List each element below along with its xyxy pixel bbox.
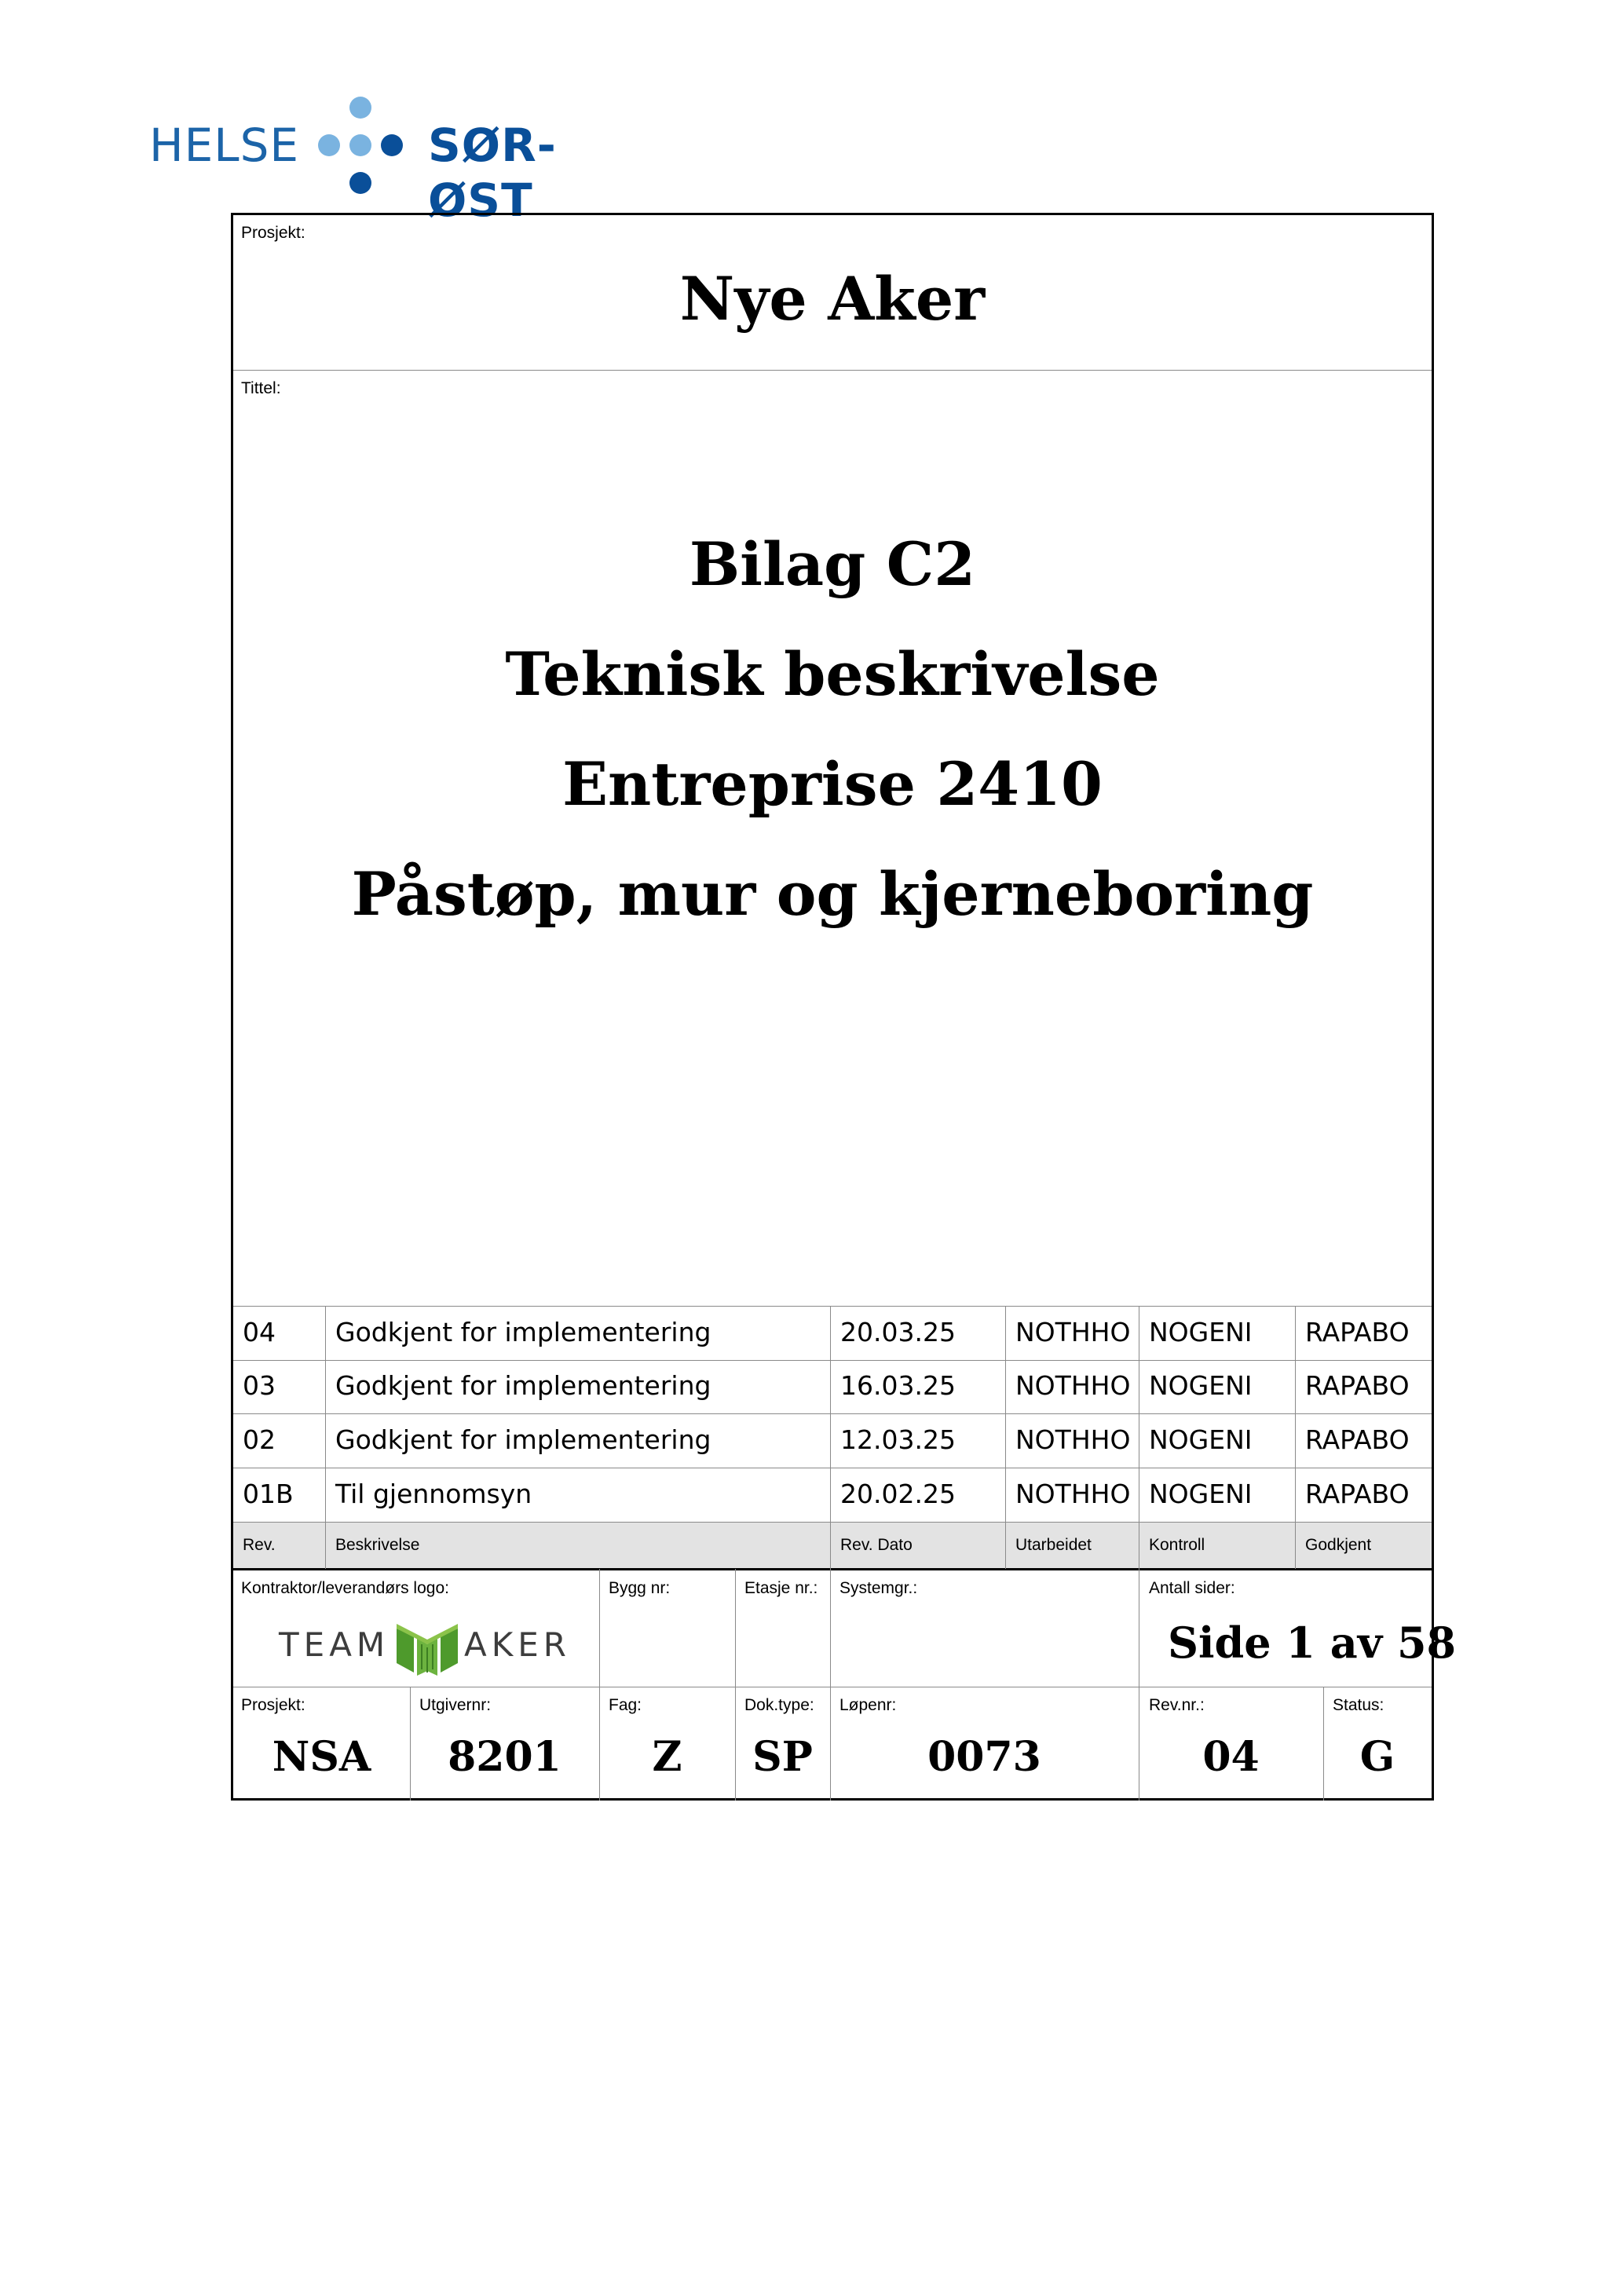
title-label: Tittel:: [241, 379, 281, 397]
logo-dot-bottom: [349, 172, 371, 194]
rev-no-value: 04: [1202, 1733, 1260, 1781]
rev-header-checked: Kontroll: [1149, 1536, 1205, 1554]
rev-cell-approved: RAPABO: [1305, 1424, 1410, 1455]
rev-cell-checked: NOGENI: [1149, 1424, 1253, 1455]
status-label: Status:: [1333, 1696, 1384, 1714]
rev-col-line-2: [830, 1306, 831, 1569]
discipline-label: Fag:: [609, 1696, 642, 1714]
logo-dot-right: [381, 134, 403, 156]
rev-cell-date: 16.03.25: [840, 1370, 956, 1401]
title-line-1: Bilag C2: [689, 529, 976, 599]
rev-table-bottom: [233, 1568, 1432, 1570]
rev-cell-description: Godkjent for implementering: [335, 1370, 711, 1401]
contractor-logo-label: Kontraktor/leverandørs logo:: [241, 1579, 449, 1597]
page-count-label: Antall sider:: [1149, 1579, 1235, 1597]
doc-type-label: Dok.type:: [744, 1696, 814, 1714]
project-label: Prosjekt:: [241, 224, 305, 242]
logo-dot-left: [318, 134, 340, 156]
rev-cell-description: Godkjent for implementering: [335, 1424, 711, 1455]
project-code-label: Prosjekt:: [241, 1696, 305, 1714]
logo-word-sor-ost: SØR-ØST: [428, 119, 557, 227]
rev-cell-rev: 01B: [243, 1479, 294, 1509]
rev-col-line-3: [1005, 1306, 1006, 1569]
rev-no-label: Rev.nr.:: [1149, 1696, 1205, 1714]
discipline-value: Z: [652, 1733, 682, 1781]
rev-cell-date: 20.03.25: [840, 1317, 956, 1347]
team-aker-word-team: TEAM: [279, 1625, 390, 1664]
rev-header-description: Beskrivelse: [335, 1536, 420, 1554]
divider-project: [233, 370, 1432, 371]
rev-col-line-1: [325, 1306, 326, 1569]
rev-cell-date: 12.03.25: [840, 1424, 956, 1455]
helse-sor-ost-logo: [149, 93, 652, 227]
rev-cell-rev: 04: [243, 1317, 276, 1347]
issuer-no-value: 8201: [448, 1733, 561, 1781]
system-group-label: Systemgr.:: [839, 1579, 918, 1597]
rev-row-line-1: [233, 1360, 1432, 1361]
building-no-label: Bygg nr:: [609, 1579, 671, 1597]
rev-cell-approved: RAPABO: [1305, 1479, 1410, 1509]
team-aker-logo: [279, 1611, 577, 1682]
rev-cell-description: Godkjent for implementering: [335, 1317, 711, 1347]
issuer-no-label: Utgivernr:: [419, 1696, 492, 1714]
rev-header-prepared: Utarbeidet: [1015, 1536, 1092, 1554]
title-line-4: Påstøp, mur og kjerneboring: [351, 859, 1314, 929]
rev-cell-approved: RAPABO: [1305, 1317, 1410, 1347]
title-block-frame: [231, 213, 1457, 1801]
rev-cell-prepared: NOTHHO: [1015, 1424, 1131, 1455]
rev-header-date: Rev. Dato: [840, 1536, 913, 1554]
project-name: Nye Aker: [679, 264, 986, 334]
logo-word-helse: HELSE: [149, 119, 300, 172]
title-line-3: Entreprise 2410: [562, 749, 1103, 819]
logo-dot-top: [349, 97, 371, 119]
rev-cell-checked: NOGENI: [1149, 1370, 1253, 1401]
rev-cell-prepared: NOTHHO: [1015, 1317, 1131, 1347]
floor-no-label: Etasje nr.:: [744, 1579, 818, 1597]
status-value: G: [1359, 1733, 1395, 1781]
team-aker-word-aker: AKER: [464, 1625, 571, 1664]
rev-cell-date: 20.02.25: [840, 1479, 956, 1509]
title-line-2: Teknisk beskrivelse: [505, 639, 1160, 709]
team-aker-emblem-icon: [395, 1618, 459, 1679]
rev-row-line-4: [233, 1522, 1432, 1523]
rev-cell-rev: 03: [243, 1370, 276, 1401]
page-count-value: Side 1 av 58: [1168, 1618, 1457, 1668]
rev-row-line-2: [233, 1413, 1432, 1414]
serial-no-value: 0073: [927, 1733, 1041, 1781]
rev-header-rev: Rev.: [243, 1536, 276, 1554]
project-code-value: NSA: [272, 1733, 371, 1781]
logo-dot-center: [349, 134, 371, 156]
serial-no-label: Løpenr:: [839, 1696, 897, 1714]
rev-cell-prepared: NOTHHO: [1015, 1479, 1131, 1509]
rev-cell-checked: NOGENI: [1149, 1479, 1253, 1509]
rev-cell-prepared: NOTHHO: [1015, 1370, 1131, 1401]
rev-row-line-0: [233, 1306, 1432, 1307]
doc-type-value: SP: [752, 1733, 813, 1781]
rev-cell-checked: NOGENI: [1149, 1317, 1253, 1347]
rev-cell-description: Til gjennomsyn: [335, 1479, 532, 1509]
rev-cell-rev: 02: [243, 1424, 276, 1455]
rev-col-line-5: [1295, 1306, 1296, 1569]
rev-header-approved: Godkjent: [1305, 1536, 1372, 1554]
rev-cell-approved: RAPABO: [1305, 1370, 1410, 1401]
